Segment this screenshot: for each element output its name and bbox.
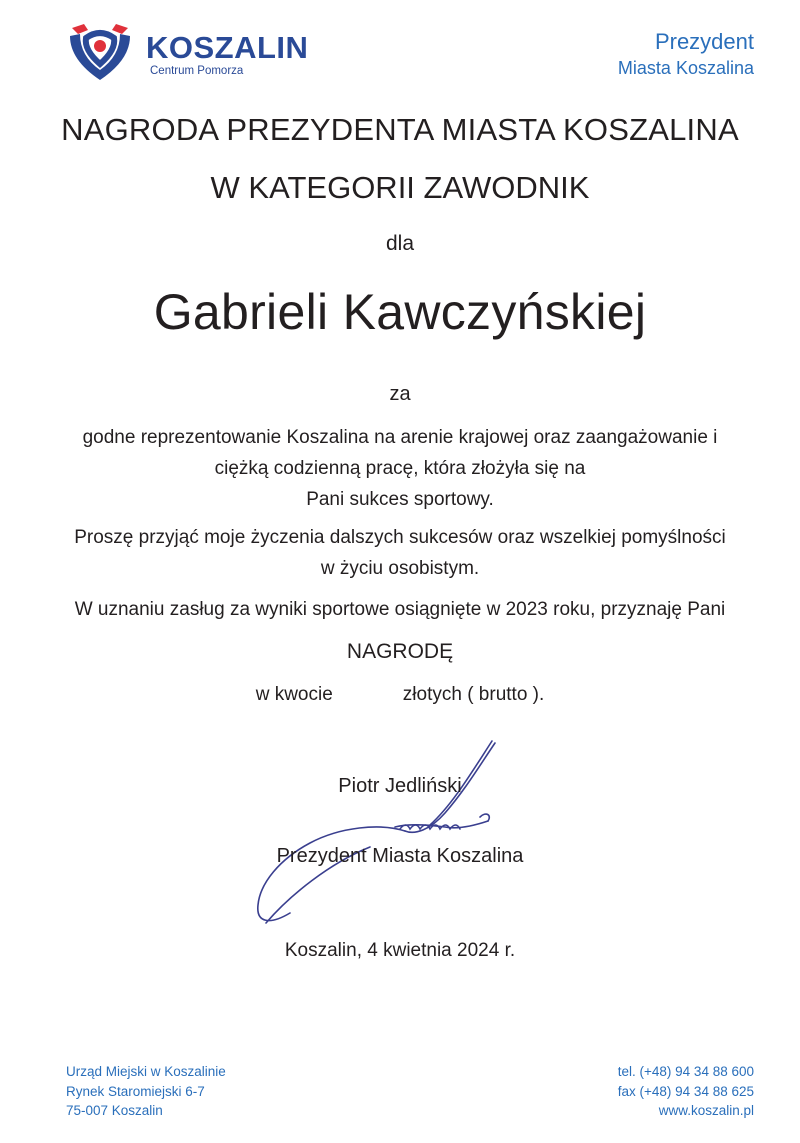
reason-line-2: ciężką codzienną pracę, która złożyła się na bbox=[214, 458, 586, 479]
footer-website-link[interactable]: www.koszalin.pl bbox=[658, 1103, 754, 1118]
footer-phone: tel. (+48) 94 34 88 600 bbox=[617, 1064, 754, 1079]
footer-address bbox=[66, 1062, 226, 1121]
amount-currency: złotych bbox=[402, 684, 462, 705]
logo-wordmark: KOSZALIN bbox=[146, 30, 309, 65]
wishes-line-1: Proszę przyjąć moje życzenia dalszych sukcesów oraz wszelkiej pomyślności bbox=[74, 527, 726, 548]
wishes-line-2: w życiu osobistym. bbox=[320, 558, 480, 579]
for-label: dla bbox=[385, 232, 415, 255]
reason-paragraph bbox=[0, 422, 800, 515]
award-statement: W uznaniu zasług za wyniki sportowe osiągnięte w 2023 roku, przyznaję Pani bbox=[74, 599, 726, 620]
recipient-name: Gabrieli Kawczyńskiej bbox=[153, 284, 647, 340]
issuer-heading bbox=[618, 28, 754, 80]
amount-prefix: w kwocie bbox=[255, 684, 333, 705]
reason-line-1: godne reprezentowanie Koszalina na arenie krajowej oraz zaangażowanie i bbox=[82, 427, 718, 448]
city-logo bbox=[66, 20, 326, 86]
award-amount bbox=[0, 684, 800, 706]
handwritten-signature bbox=[230, 735, 530, 935]
reason-label: za bbox=[389, 383, 411, 405]
award-title: NAGRODA PREZYDENTA MIASTA KOSZALINA bbox=[61, 112, 739, 147]
issuer-line-2: Miasta Koszalina bbox=[617, 58, 754, 78]
footer-address-line: Urząd Miejski w Koszalinie bbox=[66, 1064, 226, 1079]
issuer-line-1: Prezydent bbox=[654, 29, 754, 54]
footer-fax: fax (+48) 94 34 88 625 bbox=[617, 1083, 754, 1099]
footer-contact bbox=[618, 1062, 754, 1121]
logo-subtitle: Centrum Pomorza bbox=[150, 65, 244, 77]
footer-address-line: Rynek Staromiejski 6-7 bbox=[66, 1083, 205, 1099]
wishes-paragraph bbox=[0, 522, 800, 584]
amount-suffix: ( brutto ). bbox=[467, 684, 545, 705]
signer-title: Prezydent Miasta Koszalina bbox=[276, 845, 524, 867]
koszalin-crest-icon bbox=[66, 20, 134, 84]
footer-address-line: 75-007 Koszalin bbox=[66, 1103, 163, 1118]
award-label: NAGRODĘ bbox=[346, 640, 454, 663]
award-category: W KATEGORII ZAWODNIK bbox=[210, 170, 590, 205]
signer-name: Piotr Jedliński bbox=[338, 775, 462, 797]
reason-line-3: Pani sukces sportowy. bbox=[306, 489, 494, 510]
issue-date: Koszalin, 4 kwietnia 2024 r. bbox=[284, 940, 516, 961]
